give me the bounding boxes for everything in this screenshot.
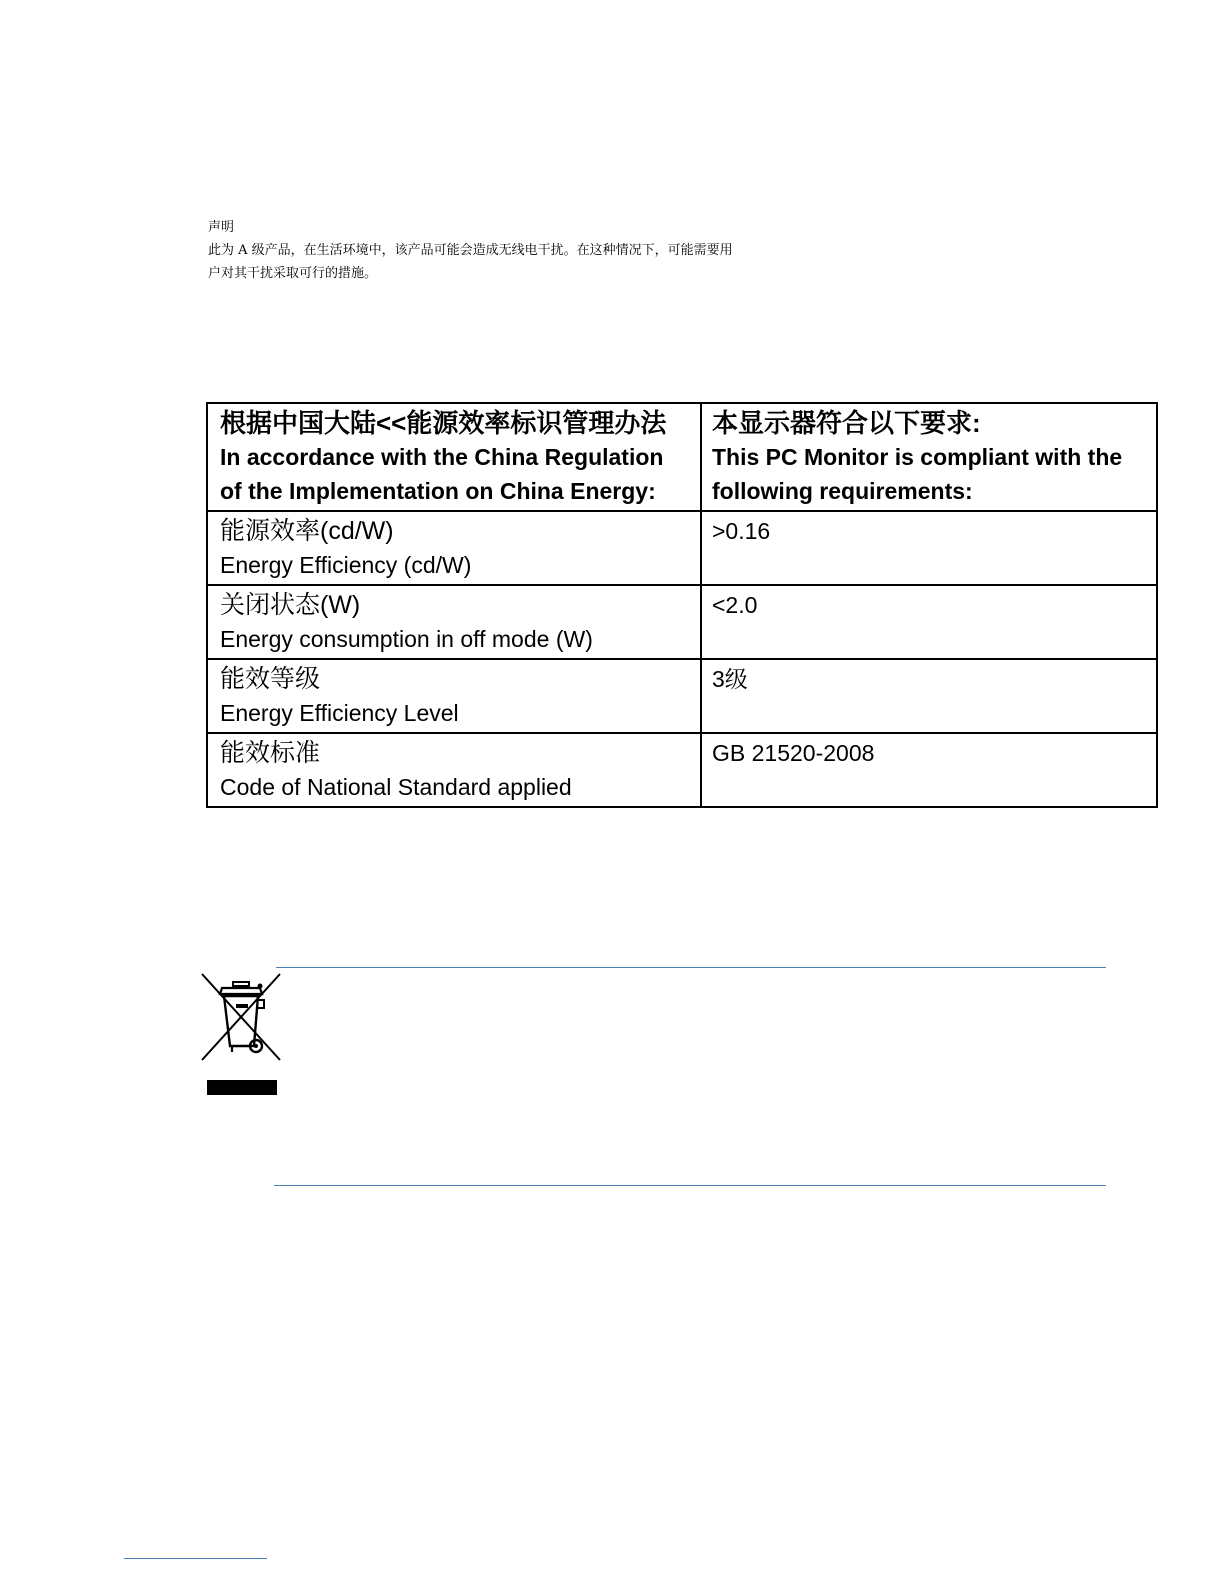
- row-value: GB 21520-2008: [712, 740, 875, 766]
- header-right-en-2: following requirements:: [712, 478, 973, 504]
- row-label-en: Energy consumption in off mode (W): [220, 626, 593, 652]
- table-row: [207, 659, 1157, 733]
- statement-title: 声明: [208, 220, 235, 235]
- crossed-out-wheelie-bin-icon: [196, 970, 286, 1096]
- row-label-cell: [207, 511, 701, 585]
- section-divider-top: [276, 967, 1106, 968]
- row-label-cell: [207, 585, 701, 659]
- row-value: >0.16: [712, 518, 771, 544]
- china-class-a-statement: [208, 216, 848, 285]
- row-label-en: Energy Efficiency (cd/W): [220, 552, 472, 578]
- table-header-left: [207, 403, 701, 511]
- row-value-cell: [701, 511, 1157, 585]
- row-label-cell: [207, 659, 701, 733]
- table-row: [207, 585, 1157, 659]
- row-value-cell: [701, 585, 1157, 659]
- table-row: [207, 733, 1157, 807]
- header-left-en-2: of the Implementation on China Energy:: [220, 478, 656, 504]
- statement-line-2: 户对其干扰采取可行的措施。: [208, 266, 378, 281]
- row-label-zh: 能效等级: [220, 665, 321, 693]
- row-value-cell: [701, 733, 1157, 807]
- header-left-zh: 根据中国大陆<<能源效率标识管理办法: [220, 408, 667, 438]
- row-value: <2.0: [712, 592, 758, 618]
- header-right-zh: 本显示器符合以下要求:: [712, 408, 981, 438]
- row-label-en: Energy Efficiency Level: [220, 700, 459, 726]
- footnote-separator: [124, 1558, 267, 1559]
- table-header-row: [207, 403, 1157, 511]
- header-right-en-1: This PC Monitor is compliant with the: [712, 444, 1123, 470]
- row-label-en: Code of National Standard applied: [220, 774, 572, 800]
- statement-line-1: 此为 A 级产品，在生活环境中，该产品可能会造成无线电干扰。在这种情况下，可能需要用: [208, 243, 733, 258]
- row-label-cell: [207, 733, 701, 807]
- section-divider-bottom: [274, 1185, 1106, 1186]
- table-header-right: [701, 403, 1157, 511]
- energy-efficiency-table: [206, 402, 1158, 808]
- header-left-en-1: In accordance with the China Regulation: [220, 444, 664, 470]
- row-label-zh: 能源效率(cd/W): [220, 517, 394, 545]
- row-value: 3级: [712, 666, 748, 692]
- table-row: [207, 511, 1157, 585]
- row-label-zh: 关闭状态(W): [220, 591, 361, 619]
- row-label-zh: 能效标准: [220, 739, 321, 767]
- row-value-cell: [701, 659, 1157, 733]
